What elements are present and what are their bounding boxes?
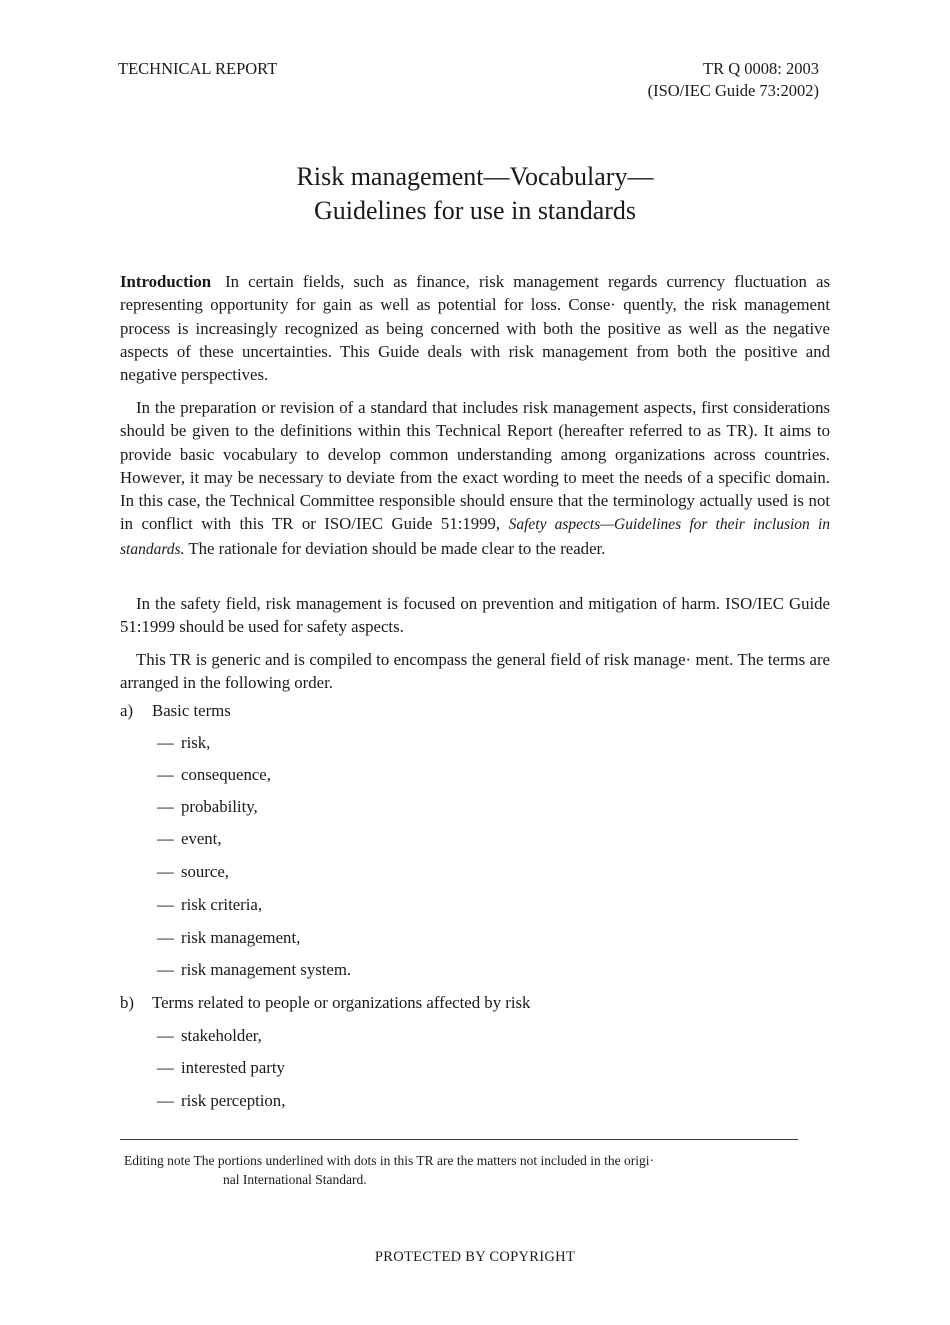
list-item: — event, <box>157 829 222 848</box>
list-a-heading <box>120 701 231 721</box>
paragraph-safety: In the safety field, risk management is focused on prevention and mitigation of harm. ISO/IEC Guide 51:1999 should be used for safety aspects. <box>120 594 830 637</box>
list-item: — interested party <box>157 1058 285 1077</box>
list-item: — stakeholder, <box>157 1026 262 1045</box>
copyright-footer: PROTECTED BY COPYRIGHT <box>374 1249 576 1265</box>
title-line-2: Guidelines for use in standards <box>313 196 637 225</box>
title-line-1: Risk management—Vocabulary— <box>296 162 654 191</box>
list-b-marker: b) <box>120 993 134 1012</box>
page-title <box>0 160 950 228</box>
editing-note <box>124 1151 804 1189</box>
editing-note-line-2: nal International Standard. <box>223 1172 367 1187</box>
intro-lead: Introduction <box>120 272 212 291</box>
header-standard-number: TR Q 0008: 2003 <box>703 59 819 78</box>
list-item: — risk, <box>157 733 211 752</box>
list-item: — risk management, <box>157 928 301 947</box>
list-item: — risk criteria, <box>157 895 263 914</box>
list-b-title: Terms related to people or organizations affected by risk <box>152 993 531 1012</box>
paragraph-preparation <box>120 396 830 561</box>
list-item: — consequence, <box>157 765 271 784</box>
list-a-title: Basic terms <box>152 701 231 720</box>
para2-text-after: The rationale for deviation should be made clear to the reader. <box>188 538 606 558</box>
para2-guide-title: Safety aspects—Guidelines for their inclusion in standards. <box>120 516 830 558</box>
header-document-id <box>648 58 819 102</box>
header-report-type: TECHNICAL REPORT <box>118 59 278 78</box>
paragraph-generic: This TR is generic and is compiled to encompass the general field of risk manage· ment. The terms are arranged in the following order. <box>120 650 830 693</box>
list-item: — risk management system. <box>157 960 352 979</box>
list-item: — probability, <box>157 797 258 816</box>
list-item: — source, <box>157 862 229 881</box>
intro-paragraph <box>120 270 830 386</box>
header-iso-reference: (ISO/IEC Guide 73:2002) <box>647 81 819 100</box>
list-item: — risk perception, <box>157 1091 286 1110</box>
list-a-marker: a) <box>120 701 134 720</box>
intro-text: In certain fields, such as finance, risk management regards currency fluctuation as representing opportunity for gain as well as potential for loss. Conse· quently, the risk management process is increasingly recognized as being concerned with both the positive as well as the negative aspects of these uncertainties. This Guide deals with risk management from both the positive and negative perspectives. <box>120 272 830 385</box>
footnote-divider <box>120 1139 798 1140</box>
editing-note-line-1: Editing note The portions underlined with dots in this TR are the matters not included in the origi· <box>124 1153 655 1168</box>
list-b-heading <box>120 993 530 1013</box>
para2-text-before: In the preparation or revision of a standard that includes risk management aspects, first considerations should be given to the definitions within this Technical Report (hereafter referred to as TR). It aims to provide basic vocabulary to develop common understanding among organizations across countries. However, it may be necessary to deviate from the exact wording to meet the needs of a specific domain. In this case, the Technical Committee responsible should ensure that the terminology actually used is not in conflict with this TR or ISO/IEC Guide 51:1999, <box>120 398 830 534</box>
